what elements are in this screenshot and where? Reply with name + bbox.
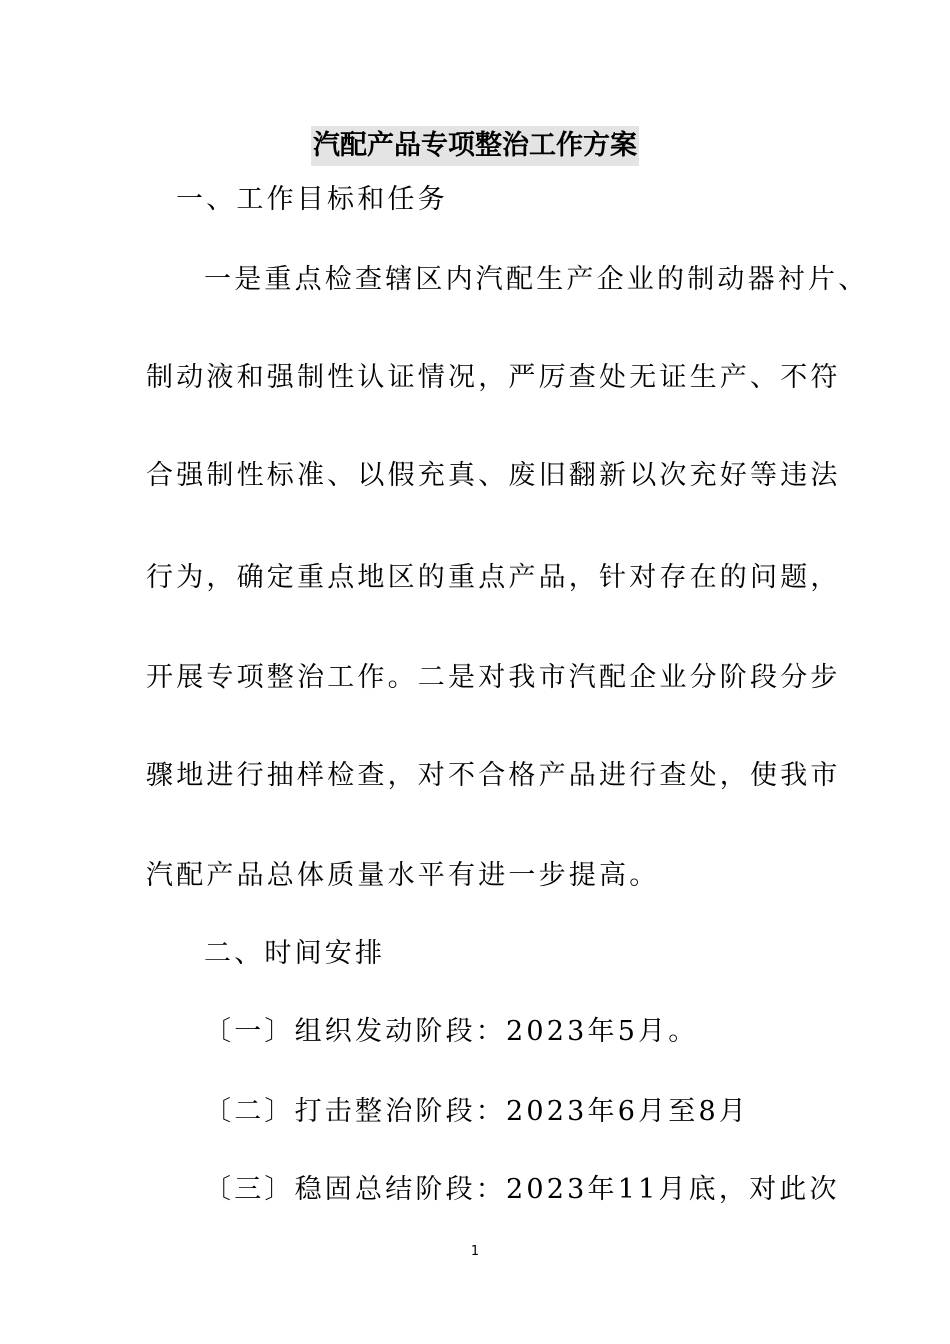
schedule-item: 〔一〕组织发动阶段：2023年5月。	[204, 1016, 699, 1047]
paragraph-line: 开展专项整治工作。二是对我市汽配企业分阶段分步	[146, 662, 841, 693]
schedule-item: 〔二〕打击整治阶段：2023年6月至8月	[204, 1096, 750, 1127]
page-number: 1	[470, 1244, 480, 1259]
section-heading-schedule: 二、时间安排	[204, 938, 386, 969]
paragraph-line: 行为，确定重点地区的重点产品，针对存在的问题，	[146, 562, 841, 593]
title-container	[0, 126, 950, 166]
schedule-item: 〔三〕稳固总结阶段：2023年11月底，对此次	[204, 1174, 840, 1205]
paragraph-line: 制动液和强制性认证情况，严厉查处无证生产、不符	[146, 362, 841, 393]
paragraph-line: 合强制性标准、以假充真、废旧翻新以次充好等违法	[146, 460, 841, 491]
paragraph-line: 骤地进行抽样检查，对不合格产品进行查处，使我市	[146, 760, 841, 791]
paragraph-line: 一是重点检查辖区内汽配生产企业的制动器衬片、	[204, 264, 869, 295]
paragraph-line: 汽配产品总体质量水平有进一步提高。	[146, 860, 660, 891]
section-heading-goals: 一、工作目标和任务	[176, 184, 448, 215]
document-title: 汽配产品专项整治工作方案	[311, 126, 639, 166]
